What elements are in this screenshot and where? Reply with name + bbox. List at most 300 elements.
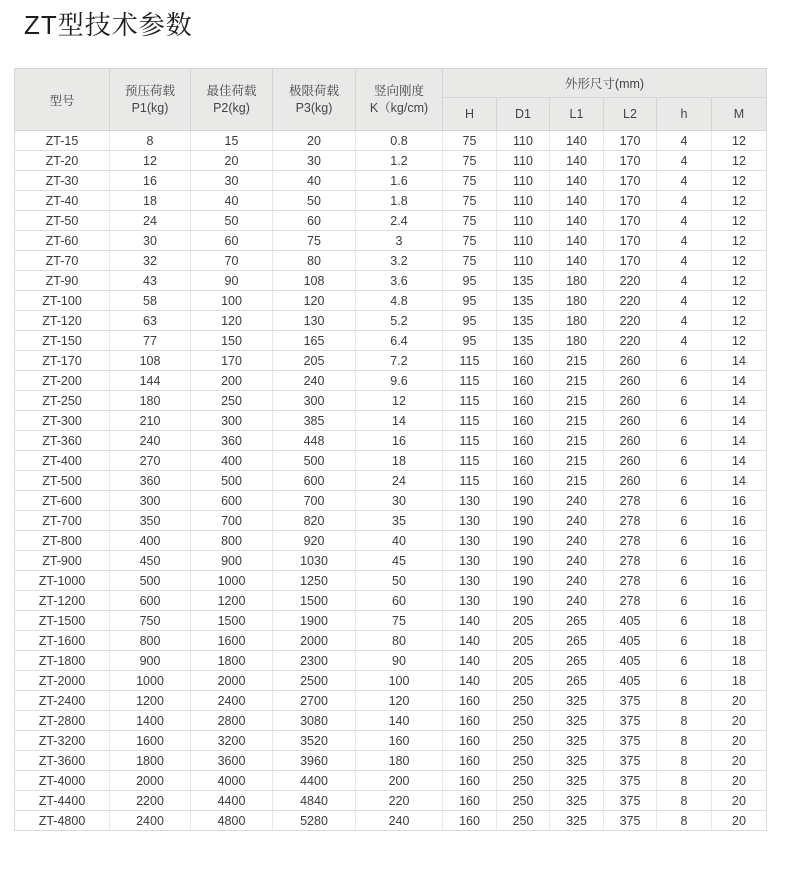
table-cell: 5280 [273, 811, 356, 831]
table-row [15, 211, 767, 231]
table-cell: 20 [712, 791, 767, 811]
table-cell: 30 [273, 151, 356, 171]
table-cell: 278 [604, 551, 657, 571]
table-cell: 165 [273, 331, 356, 351]
table-cell: 160 [497, 391, 550, 411]
table-cell: 18 [712, 671, 767, 691]
table-cell: 6 [657, 571, 712, 591]
table-cell: 30 [356, 491, 443, 511]
table-cell: 140 [550, 171, 604, 191]
table-cell: 1200 [110, 691, 191, 711]
table-cell: 95 [443, 291, 497, 311]
table-cell: 50 [191, 211, 273, 231]
table-cell: 115 [443, 391, 497, 411]
table-cell: 4 [657, 331, 712, 351]
table-cell: 2500 [273, 671, 356, 691]
table-cell: 6 [657, 671, 712, 691]
table-cell: 325 [550, 771, 604, 791]
table-cell: 160 [443, 751, 497, 771]
table-cell: ZT-30 [15, 171, 110, 191]
table-cell: 24 [110, 211, 191, 231]
table-cell: 4400 [191, 791, 273, 811]
table-cell: 260 [604, 351, 657, 371]
table-cell: 220 [604, 311, 657, 331]
table-cell: 260 [604, 471, 657, 491]
table-cell: 120 [273, 291, 356, 311]
table-cell: 265 [550, 651, 604, 671]
table-cell: 135 [497, 311, 550, 331]
table-cell: 80 [356, 631, 443, 651]
table-cell: 190 [497, 551, 550, 571]
table-row [15, 671, 767, 691]
table-cell: 4 [657, 231, 712, 251]
table-cell: 1500 [273, 591, 356, 611]
table-cell: ZT-4400 [15, 791, 110, 811]
table-cell: 170 [604, 231, 657, 251]
table-cell: ZT-1000 [15, 571, 110, 591]
table-cell: 160 [443, 811, 497, 831]
table-row [15, 391, 767, 411]
col-header-ultimate-load [273, 69, 356, 131]
table-cell: 6 [657, 511, 712, 531]
table-cell: 300 [273, 391, 356, 411]
table-cell: 110 [497, 211, 550, 231]
table-cell: ZT-150 [15, 331, 110, 351]
table-cell: 250 [497, 771, 550, 791]
table-cell: 6 [657, 651, 712, 671]
table-cell: 16 [712, 591, 767, 611]
col-header-M: M [712, 98, 767, 131]
table-row [15, 311, 767, 331]
table-cell: 14 [712, 351, 767, 371]
table-cell: 110 [497, 131, 550, 151]
table-cell: 12 [712, 311, 767, 331]
table-cell: 70 [191, 251, 273, 271]
table-cell: 16 [712, 491, 767, 511]
table-cell: 240 [110, 431, 191, 451]
table-cell: 14 [712, 411, 767, 431]
table-cell: 170 [604, 211, 657, 231]
table-cell: ZT-2000 [15, 671, 110, 691]
table-cell: 220 [604, 331, 657, 351]
table-cell: 110 [497, 251, 550, 271]
table-cell: 2700 [273, 691, 356, 711]
table-cell: 6 [657, 611, 712, 631]
table-body [15, 131, 767, 831]
table-cell: 16 [712, 571, 767, 591]
table-cell: 4 [657, 171, 712, 191]
table-cell: 130 [443, 491, 497, 511]
table-cell: 8 [657, 791, 712, 811]
table-cell: 325 [550, 711, 604, 731]
table-cell: 270 [110, 451, 191, 471]
table-cell: 250 [497, 731, 550, 751]
table-cell: 205 [497, 631, 550, 651]
table-cell: 115 [443, 431, 497, 451]
table-cell: ZT-1500 [15, 611, 110, 631]
table-cell: 40 [191, 191, 273, 211]
table-cell: 9.6 [356, 371, 443, 391]
col-header-optimal-load-line1: 最佳荷载 [206, 83, 257, 98]
table-cell: ZT-1600 [15, 631, 110, 651]
table-cell: 325 [550, 751, 604, 771]
table-cell: 18 [356, 451, 443, 471]
table-cell: 90 [191, 271, 273, 291]
table-cell: 130 [443, 571, 497, 591]
table-row [15, 571, 767, 591]
table-cell: 240 [550, 511, 604, 531]
table-cell: 6 [657, 471, 712, 491]
table-row [15, 451, 767, 471]
table-cell: 3.2 [356, 251, 443, 271]
table-cell: 8 [657, 691, 712, 711]
table-cell: 20 [712, 751, 767, 771]
table-cell: 200 [191, 371, 273, 391]
table-row [15, 651, 767, 671]
table-row [15, 591, 767, 611]
table-cell: 115 [443, 371, 497, 391]
table-cell: 205 [497, 671, 550, 691]
table-cell: 4 [657, 271, 712, 291]
table-cell: 800 [191, 531, 273, 551]
table-cell: 215 [550, 351, 604, 371]
table-cell: 14 [712, 471, 767, 491]
table-cell: 20 [712, 771, 767, 791]
table-cell: 30 [110, 231, 191, 251]
table-cell: 3600 [191, 751, 273, 771]
table-cell: 130 [443, 551, 497, 571]
table-cell: ZT-400 [15, 451, 110, 471]
table-cell: 500 [273, 451, 356, 471]
table-cell: ZT-250 [15, 391, 110, 411]
table-cell: 1250 [273, 571, 356, 591]
table-cell: 8 [657, 811, 712, 831]
col-header-preload-line1: 预压荷载 [124, 83, 175, 98]
table-cell: 40 [356, 531, 443, 551]
table-cell: 45 [356, 551, 443, 571]
table-cell: 250 [497, 711, 550, 731]
table-cell: 140 [550, 191, 604, 211]
table-cell: 750 [110, 611, 191, 631]
table-cell: ZT-600 [15, 491, 110, 511]
table-cell: 20 [712, 711, 767, 731]
table-cell: 75 [443, 151, 497, 171]
table-cell: 18 [712, 651, 767, 671]
table-cell: 215 [550, 391, 604, 411]
table-cell: 205 [497, 651, 550, 671]
table-cell: 260 [604, 451, 657, 471]
col-header-optimal-load-line2: P2(kg) [213, 100, 250, 115]
col-header-vertical-stiffness-line2: K（kg/cm) [369, 100, 429, 115]
table-cell: 140 [443, 611, 497, 631]
table-cell: 325 [550, 811, 604, 831]
table-cell: 190 [497, 531, 550, 551]
table-cell: 260 [604, 411, 657, 431]
table-cell: 600 [273, 471, 356, 491]
page-title: ZT型技术参数 [24, 10, 193, 40]
table-cell: 6 [657, 631, 712, 651]
table-cell: 32 [110, 251, 191, 271]
table-cell: 375 [604, 731, 657, 751]
table-cell: 260 [604, 431, 657, 451]
table-cell: 20 [273, 131, 356, 151]
table-cell: 120 [191, 311, 273, 331]
table-cell: 2000 [110, 771, 191, 791]
table-cell: ZT-50 [15, 211, 110, 231]
table-row [15, 411, 767, 431]
table-cell: 278 [604, 511, 657, 531]
table-cell: 190 [497, 571, 550, 591]
table-row [15, 791, 767, 811]
table-cell: 20 [712, 811, 767, 831]
table-cell: 95 [443, 271, 497, 291]
table-cell: 170 [604, 251, 657, 271]
table-cell: 375 [604, 811, 657, 831]
table-cell: 95 [443, 311, 497, 331]
table-cell: 240 [550, 531, 604, 551]
table-cell: 95 [443, 331, 497, 351]
col-header-model: 型号 [15, 69, 110, 131]
table-row [15, 471, 767, 491]
table-cell: 14 [712, 391, 767, 411]
table-cell: 265 [550, 631, 604, 651]
table-cell: 160 [497, 411, 550, 431]
table-cell: 278 [604, 531, 657, 551]
table-cell: ZT-3200 [15, 731, 110, 751]
table-row [15, 511, 767, 531]
table-cell: 160 [443, 791, 497, 811]
table-cell: ZT-4800 [15, 811, 110, 831]
table-cell: 190 [497, 591, 550, 611]
table-cell: 20 [191, 151, 273, 171]
table-header [15, 69, 767, 131]
table-cell: 215 [550, 471, 604, 491]
table-cell: 140 [550, 211, 604, 231]
table-cell: 110 [497, 231, 550, 251]
table-cell: ZT-120 [15, 311, 110, 331]
table-cell: 240 [550, 571, 604, 591]
table-cell: 1200 [191, 591, 273, 611]
table-cell: 1800 [110, 751, 191, 771]
col-header-dimensions-group: 外形尺寸(mm) [443, 69, 767, 98]
table-row [15, 351, 767, 371]
table-cell: 4840 [273, 791, 356, 811]
table-cell: ZT-360 [15, 431, 110, 451]
table-cell: 12 [110, 151, 191, 171]
table-cell: 8 [657, 771, 712, 791]
table-cell: 180 [550, 331, 604, 351]
table-cell: 325 [550, 791, 604, 811]
table-cell: 800 [110, 631, 191, 651]
table-cell: 215 [550, 451, 604, 471]
table-cell: 4 [657, 211, 712, 231]
table-cell: 12 [712, 191, 767, 211]
col-header-preload-line2: P1(kg) [131, 100, 169, 115]
table-cell: 140 [550, 151, 604, 171]
table-cell: 6 [657, 391, 712, 411]
table-cell: 278 [604, 571, 657, 591]
table-cell: 350 [110, 511, 191, 531]
table-cell: 700 [191, 511, 273, 531]
table-cell: 140 [443, 631, 497, 651]
table-cell: 448 [273, 431, 356, 451]
table-cell: 130 [443, 531, 497, 551]
table-cell: 14 [712, 451, 767, 471]
table-row [15, 231, 767, 251]
table-cell: 375 [604, 711, 657, 731]
table-cell: 160 [497, 371, 550, 391]
table-cell: 240 [273, 371, 356, 391]
table-cell: 14 [712, 371, 767, 391]
table-cell: 278 [604, 491, 657, 511]
table-cell: 115 [443, 411, 497, 431]
table-cell: 180 [550, 291, 604, 311]
table-row [15, 531, 767, 551]
table-cell: 210 [110, 411, 191, 431]
table-cell: ZT-70 [15, 251, 110, 271]
table-cell: 1500 [191, 611, 273, 631]
table-cell: 16 [712, 531, 767, 551]
table-row [15, 491, 767, 511]
table-cell: 405 [604, 651, 657, 671]
table-cell: 4 [657, 131, 712, 151]
table-cell: ZT-500 [15, 471, 110, 491]
table-cell: 300 [110, 491, 191, 511]
table-cell: 75 [356, 611, 443, 631]
table-cell: 144 [110, 371, 191, 391]
table-cell: 0.8 [356, 131, 443, 151]
table-cell: 12 [712, 291, 767, 311]
table-cell: 600 [110, 591, 191, 611]
col-header-L1: L1 [550, 98, 604, 131]
table-cell: 75 [443, 251, 497, 271]
table-cell: 3080 [273, 711, 356, 731]
table-cell: 200 [356, 771, 443, 791]
table-cell: 100 [191, 291, 273, 311]
table-row [15, 271, 767, 291]
col-header-ultimate-load-line2: P3(kg) [295, 100, 333, 115]
table-cell: 220 [356, 791, 443, 811]
header-row-top [15, 69, 767, 98]
table-cell: 77 [110, 331, 191, 351]
table-row [15, 551, 767, 571]
table-cell: ZT-700 [15, 511, 110, 531]
table-cell: 180 [550, 271, 604, 291]
table-cell: 100 [356, 671, 443, 691]
table-row [15, 371, 767, 391]
table-cell: 150 [191, 331, 273, 351]
table-cell: 820 [273, 511, 356, 531]
table-cell: ZT-2400 [15, 691, 110, 711]
table-cell: 920 [273, 531, 356, 551]
table-cell: 16 [712, 551, 767, 571]
table-cell: 250 [497, 791, 550, 811]
table-cell: 12 [712, 331, 767, 351]
table-cell: 115 [443, 451, 497, 471]
table-cell: 900 [110, 651, 191, 671]
table-cell: 24 [356, 471, 443, 491]
table-cell: 2.4 [356, 211, 443, 231]
table-cell: 18 [712, 611, 767, 631]
table-cell: 385 [273, 411, 356, 431]
table-cell: 75 [273, 231, 356, 251]
table-cell: 3.6 [356, 271, 443, 291]
table-row [15, 331, 767, 351]
table-cell: 110 [497, 171, 550, 191]
table-cell: 205 [273, 351, 356, 371]
table-cell: 20 [712, 731, 767, 751]
table-cell: 6 [657, 591, 712, 611]
table-cell: 60 [273, 211, 356, 231]
table-cell: 170 [604, 191, 657, 211]
table-cell: ZT-200 [15, 371, 110, 391]
table-cell: 6 [657, 551, 712, 571]
table-cell: 180 [356, 751, 443, 771]
table-cell: 250 [497, 811, 550, 831]
table-cell: 50 [273, 191, 356, 211]
table-cell: 250 [497, 751, 550, 771]
table-cell: 3 [356, 231, 443, 251]
table-cell: 60 [356, 591, 443, 611]
table-cell: 405 [604, 671, 657, 691]
table-cell: 140 [550, 231, 604, 251]
table-cell: 12 [712, 271, 767, 291]
table-cell: 63 [110, 311, 191, 331]
table-row [15, 631, 767, 651]
col-header-h: h [657, 98, 712, 131]
table-cell: 140 [443, 651, 497, 671]
table-cell: 35 [356, 511, 443, 531]
table-cell: 8 [657, 751, 712, 771]
table-cell: 140 [550, 131, 604, 151]
table-cell: 1.8 [356, 191, 443, 211]
table-cell: 220 [604, 291, 657, 311]
table-cell: 500 [110, 571, 191, 591]
table-row [15, 711, 767, 731]
table-cell: 360 [191, 431, 273, 451]
table-cell: 180 [110, 391, 191, 411]
table-cell: 1600 [110, 731, 191, 751]
table-cell: ZT-800 [15, 531, 110, 551]
table-cell: ZT-15 [15, 131, 110, 151]
table-cell: ZT-40 [15, 191, 110, 211]
table-cell: 160 [356, 731, 443, 751]
table-cell: 14 [712, 431, 767, 451]
table-cell: 160 [497, 351, 550, 371]
table-cell: 4 [657, 151, 712, 171]
table-cell: ZT-300 [15, 411, 110, 431]
col-header-ultimate-load-line1: 极限荷载 [288, 83, 339, 98]
table-cell: 75 [443, 131, 497, 151]
table-cell: 1.2 [356, 151, 443, 171]
table-cell: 12 [712, 231, 767, 251]
table-cell: 4.8 [356, 291, 443, 311]
table-cell: 16 [110, 171, 191, 191]
table-cell: 1600 [191, 631, 273, 651]
table-row [15, 191, 767, 211]
table-row [15, 291, 767, 311]
table-cell: 500 [191, 471, 273, 491]
table-cell: 6 [657, 491, 712, 511]
table-cell: 160 [443, 711, 497, 731]
table-cell: 900 [191, 551, 273, 571]
table-cell: 20 [712, 691, 767, 711]
table-cell: 75 [443, 171, 497, 191]
table-cell: 4000 [191, 771, 273, 791]
col-header-L2: L2 [604, 98, 657, 131]
table-cell: 7.2 [356, 351, 443, 371]
table-row [15, 691, 767, 711]
